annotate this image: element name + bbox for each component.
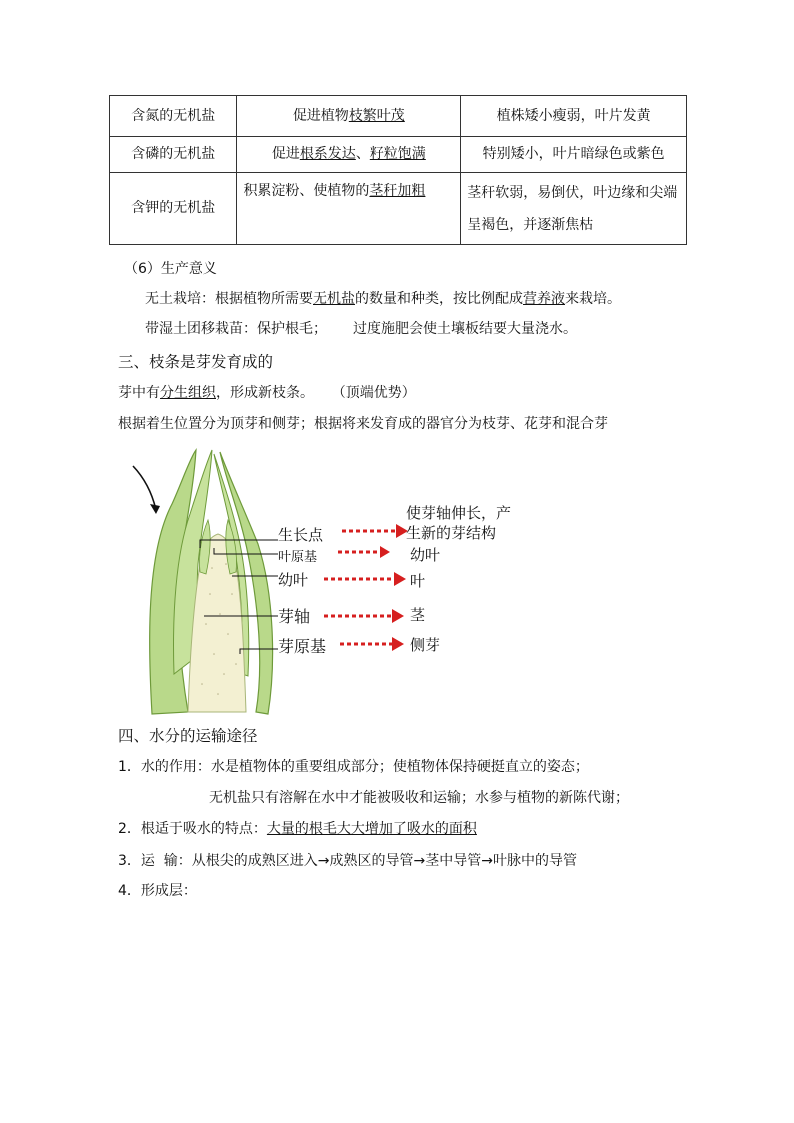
bud-diagram	[128, 444, 568, 716]
bud-illustration	[128, 444, 568, 716]
section-title: （6）生产意义	[124, 261, 217, 277]
table-row	[110, 96, 687, 137]
cell-text: 呈褐色，并逐渐焦枯	[467, 217, 594, 233]
table-cell	[237, 173, 461, 245]
paragraph-soilless	[145, 288, 621, 308]
cell-text: 茎秆软弱，易倒伏，叶边缘和尖端	[467, 185, 678, 201]
section-heading: 四、水分的运输途径	[118, 727, 258, 745]
cell-text: 促进植物	[292, 107, 349, 124]
table-cell: 特别矮小，叶片暗绿色或紫色	[461, 137, 687, 173]
table-cell: 含磷的无机盐	[110, 137, 237, 173]
underlined-term: 籽粒饱满	[369, 146, 426, 162]
underlined-term: 茎秆加粗	[369, 183, 426, 199]
result-stem: 茎	[410, 606, 426, 624]
cell-text: 积累淀粉、使植物的	[243, 183, 370, 199]
table-row	[110, 173, 687, 245]
result-top-line2: 生新的芽结构	[406, 524, 497, 542]
list-item: 4．形成层：	[118, 883, 197, 899]
paragraph-transplant	[145, 318, 577, 338]
result-lateral-bud: 侧芽	[410, 636, 441, 654]
text: 带湿土团移栽苗：保护根毛；	[145, 321, 327, 337]
label-young-leaf: 幼叶	[278, 571, 309, 589]
text: 2．根适于吸水的特点：	[118, 821, 267, 837]
text: 来栽培。	[565, 291, 621, 307]
table-cell: 含钾的无机盐	[110, 173, 237, 245]
underlined-term: 无机盐	[313, 291, 355, 307]
cell-text: 、	[355, 146, 370, 162]
cell-text: 促进	[271, 146, 300, 162]
table-cell	[237, 137, 461, 173]
underlined-term: 根系发达	[299, 146, 356, 162]
table-row	[110, 137, 687, 173]
text: 的数量和种类，按比例配成	[355, 291, 523, 307]
label-bud-primordium: 芽原基	[278, 637, 327, 656]
table-cell	[461, 173, 687, 245]
text: ，形成新枝条。 （顶端优势）	[216, 385, 416, 401]
paragraph-bud	[118, 382, 416, 402]
paragraph-bud-types: 根据着生位置分为顶芽和侧芽；根据将来发育成的器官分为枝芽、花芽和混合芽	[118, 416, 608, 432]
underlined-term: 枝繁叶茂	[348, 107, 405, 124]
result-young-leaf: 幼叶	[410, 546, 441, 564]
list-item	[118, 818, 477, 838]
table-cell	[237, 96, 461, 137]
section-heading: 三、枝条是芽发育成的	[118, 353, 274, 371]
underlined-term: 大量的根毛大大增加了吸水的面积	[266, 821, 477, 837]
result-top-line1: 使芽轴伸长，产	[406, 504, 512, 522]
underlined-term: 营养液	[523, 291, 565, 307]
list-item: 1．水的作用：水是植物体的重要组成部分；使植物体保持硬挺直立的姿态；	[118, 759, 589, 775]
label-bud-axis: 芽轴	[278, 607, 311, 626]
list-item: 3．运 输：从根尖的成熟区进入→成熟区的导管→茎中导管→叶脉中的导管	[118, 853, 577, 869]
text: 过度施肥会使土壤板结要大量浇水。	[353, 321, 577, 337]
result-leaf: 叶	[410, 572, 426, 590]
list-item-cont: 无机盐只有溶解在水中才能被吸收和运输；水参与植物的新陈代谢；	[209, 790, 629, 806]
text: 无土栽培：根据植物所需要	[145, 291, 313, 307]
underlined-term: 分生组织	[160, 385, 216, 401]
text: 芽中有	[118, 385, 160, 401]
label-growing-point: 生长点	[278, 526, 324, 544]
label-leaf-primordium: 叶原基	[278, 550, 318, 565]
table-cell: 植株矮小瘦弱，叶片发黄	[461, 96, 687, 137]
nutrient-table	[109, 95, 687, 245]
table-cell: 含氮的无机盐	[110, 96, 237, 137]
